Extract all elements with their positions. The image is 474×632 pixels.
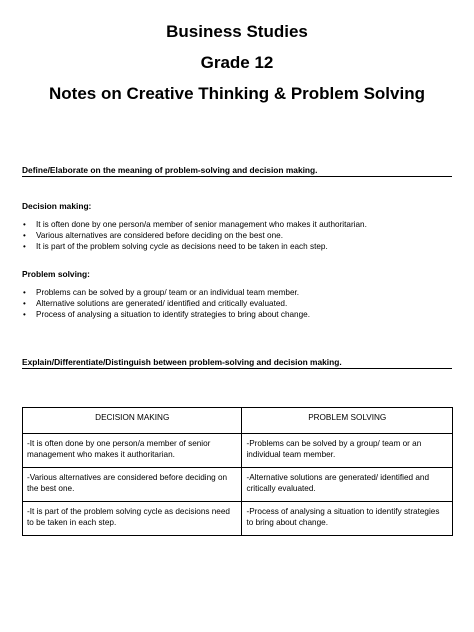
list-item — [22, 219, 367, 230]
decision-making-list — [22, 219, 367, 252]
list-item-text: Process of analysing a situation to identify strategies to bring about change. — [36, 310, 310, 319]
list-item-text: It is part of the problem solving cycle as decisions need to be taken in each step. — [36, 242, 328, 251]
document-title: Business Studies — [166, 22, 308, 41]
table-cell: -Alternative solutions are generated/ identified and critically evaluated. — [242, 468, 453, 502]
table-cell: -It is part of the problem solving cycle as decisions need to be taken in each step. — [23, 502, 242, 536]
comparison-table — [22, 407, 453, 536]
table-cell: -Problems can be solved by a group/ team or an individual team member. — [242, 434, 453, 468]
table-header-row — [23, 408, 453, 434]
table-cell: -Process of analysing a situation to identify strategies to bring about change. — [242, 502, 453, 536]
problem-solving-heading: Problem solving: — [22, 269, 90, 279]
table-cell: -It is often done by one person/a member of senior management who makes it authoritarian. — [23, 434, 242, 468]
bullet-icon: • — [23, 220, 26, 229]
list-item-text: Various alternatives are considered before deciding on the best one. — [36, 231, 283, 240]
list-item-text: Alternative solutions are generated/ identified and critically evaluated. — [36, 299, 288, 308]
list-item-text: Problems can be solved by a group/ team or an individual team member. — [36, 288, 300, 297]
bullet-icon: • — [23, 288, 26, 297]
grade-title: Grade 12 — [200, 53, 274, 72]
bullet-icon: • — [23, 310, 26, 319]
table-row — [23, 434, 453, 468]
section-heading-explain: Explain/Differentiate/Distinguish between problem-solving and decision making. — [22, 356, 452, 369]
table-row — [23, 468, 453, 502]
table-cell: -Various alternatives are considered before deciding on the best one. — [23, 468, 242, 502]
column-header-problem-solving: PROBLEM SOLVING — [242, 408, 453, 434]
bullet-icon: • — [23, 231, 26, 240]
list-item — [22, 309, 310, 320]
list-item — [22, 287, 310, 298]
problem-solving-list — [22, 287, 310, 320]
bullet-icon: • — [23, 299, 26, 308]
notes-title: Notes on Creative Thinking & Problem Solving — [49, 84, 425, 103]
section-heading-define: Define/Elaborate on the meaning of problem-solving and decision making. — [22, 164, 452, 177]
column-header-decision-making: DECISION MAKING — [23, 408, 242, 434]
list-item — [22, 298, 310, 309]
list-item — [22, 230, 367, 241]
list-item — [22, 241, 367, 252]
decision-making-heading: Decision making: — [22, 201, 92, 211]
list-item-text: It is often done by one person/a member of senior management who makes it authoritarian. — [36, 220, 367, 229]
table-row — [23, 502, 453, 536]
bullet-icon: • — [23, 242, 26, 251]
